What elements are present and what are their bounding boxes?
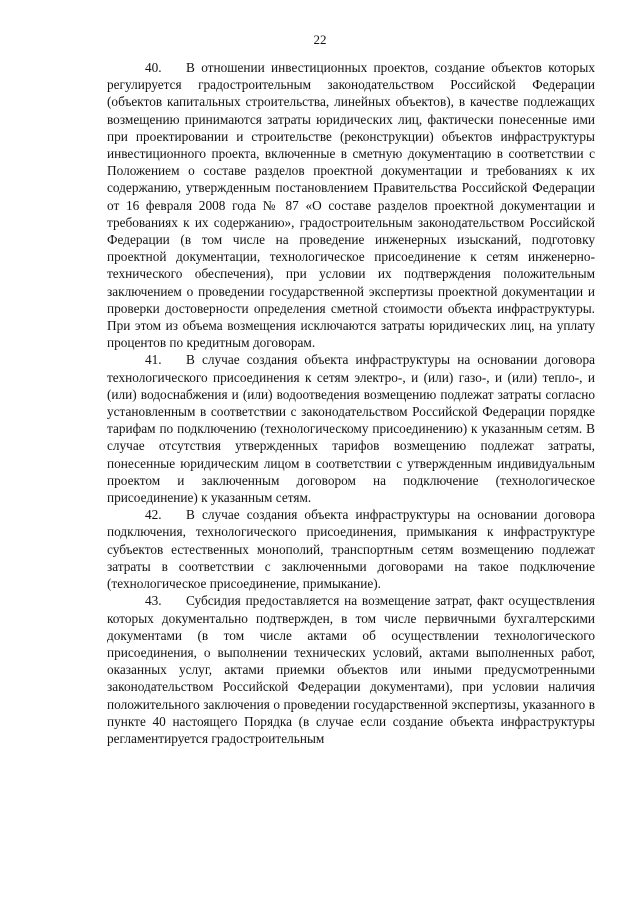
paragraph-text: В случае создания объекта инфраструктуры на основании договора технологического присоединения к сетям электро-, и (или) газо-, и (или) тепло-, и (или) водоснабжения и (или) водоотведения возмещению подлежат затраты согласно установленным в соответствии с законодательством Российской Федерации порядке тарифам по подключению (технологическому присоединению) к указанным сетям. В случае отсутствия утвержденных тарифов возмещению подлежат затраты, понесенные юридическим лицом в соответствии с утвержденным индивидуальным проектом и заключенным договором на подключение (технологическое присоединение) к указанным сетям. xyxy=(107,352,595,506)
paragraph-text: Субсидия предоставляется на возмещение затрат, факт осуществления которых документально подтвержден, в том числе первичными бухгалтерскими документами (в том числе актами об осуществлении технологического присоединения, о выполнении технических условий, актами выполненных работ, оказанных услуг, актами приемки объектов или иными предусмотренными законодательством Российской Федерации документами), при условии наличия положительного заключения о проведении государственной экспертизы, указанного в пункте 40 настоящего Порядка (в случае если создание объекта инфраструктуры регламентируется градостроительным xyxy=(107,593,595,746)
paragraph-number: 42. xyxy=(145,507,162,523)
paragraph-number: 43. xyxy=(145,593,162,609)
paragraph-40 xyxy=(107,59,595,351)
page-number: 22 xyxy=(313,32,327,47)
paragraph-text: В случае создания объекта инфраструктуры на основании договора подключения, технологического присоединения, примыкания к инфраструктуре субъектов естественных монополий, транспортным сетям возмещению подлежат затраты в соответствии с заключенными договорами на такое подключение (технологическое присоединение, примыкание). xyxy=(107,507,595,592)
paragraph-41 xyxy=(107,351,595,506)
document-body xyxy=(107,59,595,747)
paragraph-42 xyxy=(107,506,595,592)
paragraph-number: 40. xyxy=(145,60,162,75)
paragraph-43 xyxy=(107,592,595,747)
paragraph-number: 41. xyxy=(145,352,162,368)
paragraph-text: В отношении инвестиционных проектов, создание объектов которых регулируется градостроительным законодательством Российской Федерации (объектов капитальных строительства, линейных объектов), в качестве подлежащих возмещению принимаются затраты юридических лиц, фактически понесенные ими при проектировании и строительстве (реконструкции) объектов инфраструктуры инвестиционного проекта, включенные в сметную документацию в соответствии с Положением о составе разделов проектной документации и требованиях к их содержанию, утвержденным постановлением Правительства Российской Федерации от 16 февраля 2008 года № 87 «О составе разделов проектной документации и требованиях к их содержанию», градостроительным законодательством Российской Федерации (в том числе на проведение инженерных изысканий, подготовку проектной документации, технологическое присоединение к сетям инженерно-технического обеспечения), при условии их подтверждения положительным заключением о проведении государственной экспертизы проектной документации и проверки достоверности определения сметной стоимости объекта инфраструктуры. При этом из объема возмещения исключаются затраты юридических лиц, на уплату процентов по кредитным договорам. xyxy=(107,60,595,351)
